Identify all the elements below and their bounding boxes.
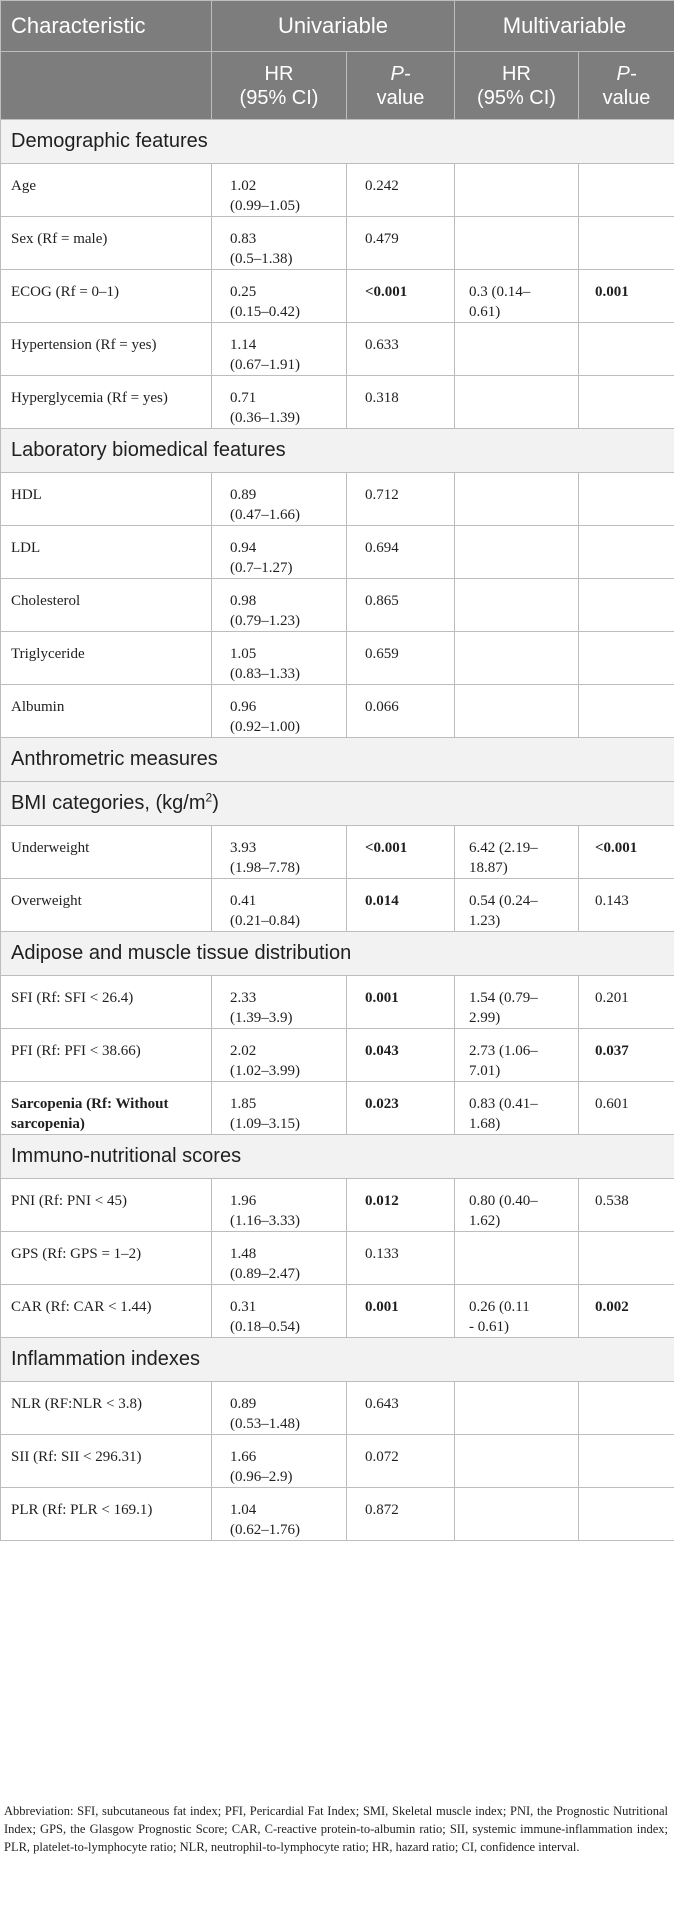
header-row-groups bbox=[1, 1, 674, 52]
hr-line: 0.89 bbox=[230, 487, 257, 503]
hr-line: 0.89 bbox=[230, 1396, 257, 1412]
hr-line: 0.25 bbox=[230, 284, 257, 300]
multivariable-hr-cell bbox=[455, 632, 579, 685]
univariable-p-cell: 0.133 bbox=[347, 1232, 455, 1285]
value-label: value bbox=[602, 86, 651, 109]
characteristic-cell: Sarcopenia (Rf: Without sarcopenia) bbox=[1, 1082, 212, 1135]
hr-line: 1.96 bbox=[230, 1193, 257, 1209]
univariable-p-cell: 0.066 bbox=[347, 685, 455, 738]
table-row bbox=[1, 1488, 674, 1541]
multivariable-p-cell: <0.001 bbox=[579, 826, 674, 879]
hr-line: (1.16–3.33) bbox=[230, 1213, 300, 1229]
hr-line: 1.14 bbox=[230, 337, 257, 353]
multivariable-hr-cell bbox=[455, 1082, 579, 1135]
table-row bbox=[1, 1029, 674, 1082]
hr-line: (0.7–1.27) bbox=[230, 560, 293, 576]
characteristic-cell: Hyperglycemia (Rf = yes) bbox=[1, 376, 212, 429]
multivariable-p-cell bbox=[579, 217, 674, 270]
hr-line: (1.02–3.99) bbox=[230, 1063, 300, 1079]
hr-line: 0.80 (0.40– bbox=[469, 1193, 538, 1209]
table-row bbox=[1, 685, 674, 738]
univariable-p-cell: 0.014 bbox=[347, 879, 455, 932]
hr-line: 1.04 bbox=[230, 1502, 257, 1518]
univariable-p-cell: 0.865 bbox=[347, 579, 455, 632]
multivariable-hr-cell bbox=[455, 323, 579, 376]
table-row bbox=[1, 376, 674, 429]
multivariable-hr-cell bbox=[455, 976, 579, 1029]
hr-line: (1.09–3.15) bbox=[230, 1116, 300, 1132]
univariable-p-cell: 0.659 bbox=[347, 632, 455, 685]
multivariable-hr-cell bbox=[455, 1232, 579, 1285]
univariable-hr-cell bbox=[212, 632, 347, 685]
header-row-columns bbox=[1, 52, 674, 120]
section-title-text: Inflammation indexes bbox=[11, 1348, 200, 1370]
hr-line: 0.31 bbox=[230, 1299, 257, 1315]
hr-line: 0.26 (0.11 bbox=[469, 1299, 530, 1315]
multivariable-hr-cell bbox=[455, 685, 579, 738]
hr-line: (0.47–1.66) bbox=[230, 507, 300, 523]
univariable-hr-cell bbox=[212, 1029, 347, 1082]
univariable-hr-cell bbox=[212, 270, 347, 323]
characteristic-cell: Sex (Rf = male) bbox=[1, 217, 212, 270]
hr-line: 1.66 bbox=[230, 1449, 257, 1465]
hr-line: (1.98–7.78) bbox=[230, 860, 300, 876]
univariable-hr-cell bbox=[212, 376, 347, 429]
univariable-hr-cell bbox=[212, 164, 347, 217]
hr-line: (0.36–1.39) bbox=[230, 410, 300, 426]
hr-line: 2.99) bbox=[469, 1010, 501, 1026]
univariable-p-cell: 0.242 bbox=[347, 164, 455, 217]
section-header-row bbox=[1, 738, 674, 782]
multivariable-p-cell: 0.002 bbox=[579, 1285, 674, 1338]
characteristic-cell: PFI (Rf: PFI < 38.66) bbox=[1, 1029, 212, 1082]
multivariable-header: Multivariable bbox=[455, 1, 674, 52]
multivariable-p-cell bbox=[579, 473, 674, 526]
multivariable-hr-cell bbox=[455, 473, 579, 526]
univariable-p-cell: 0.633 bbox=[347, 323, 455, 376]
multivariable-p-cell: 0.001 bbox=[579, 270, 674, 323]
table-row bbox=[1, 1082, 674, 1135]
multivariable-p-cell: 0.201 bbox=[579, 976, 674, 1029]
univariable-hr-cell bbox=[212, 1082, 347, 1135]
multivariable-p-cell bbox=[579, 1382, 674, 1435]
univariable-p-cell: 0.872 bbox=[347, 1488, 455, 1541]
hr-line: (0.15–0.42) bbox=[230, 304, 300, 320]
characteristic-cell: HDL bbox=[1, 473, 212, 526]
table-row bbox=[1, 1435, 674, 1488]
value-label: value bbox=[376, 86, 425, 109]
p-label: P- bbox=[616, 62, 637, 85]
hr-line: 2.02 bbox=[230, 1043, 257, 1059]
table-row bbox=[1, 879, 674, 932]
hr-line: (0.62–1.76) bbox=[230, 1522, 300, 1538]
table-row bbox=[1, 579, 674, 632]
characteristic-cell: GPS (Rf: GPS = 1–2) bbox=[1, 1232, 212, 1285]
multivariable-p-cell bbox=[579, 685, 674, 738]
univariable-hr-cell bbox=[212, 826, 347, 879]
section-header-row bbox=[1, 1135, 674, 1179]
multivariable-p-cell bbox=[579, 526, 674, 579]
hr-line: (0.89–2.47) bbox=[230, 1266, 300, 1282]
multivariable-hr-cell bbox=[455, 1029, 579, 1082]
multivariable-hr-cell bbox=[455, 579, 579, 632]
ci-label: (95% CI) bbox=[477, 86, 556, 109]
multi-p-header bbox=[579, 52, 674, 120]
hr-line: (1.39–3.9) bbox=[230, 1010, 293, 1026]
hr-line: (0.99–1.05) bbox=[230, 198, 300, 214]
univariable-hr-cell bbox=[212, 473, 347, 526]
section-title-text: Adipose and muscle tissue distribution bbox=[11, 942, 352, 964]
multivariable-hr-cell bbox=[455, 526, 579, 579]
univariable-p-cell: 0.001 bbox=[347, 1285, 455, 1338]
characteristic-cell: Cholesterol bbox=[1, 579, 212, 632]
table-row bbox=[1, 1382, 674, 1435]
characteristic-cell: CAR (Rf: CAR < 1.44) bbox=[1, 1285, 212, 1338]
hr-line: 2.73 (1.06– bbox=[469, 1043, 538, 1059]
multivariable-p-cell bbox=[579, 579, 674, 632]
hr-line: 0.98 bbox=[230, 593, 257, 609]
multivariable-hr-cell bbox=[455, 376, 579, 429]
hr-line: 0.96 bbox=[230, 699, 257, 715]
univariable-p-cell: 0.043 bbox=[347, 1029, 455, 1082]
characteristic-cell: Hypertension (Rf = yes) bbox=[1, 323, 212, 376]
multivariable-hr-cell bbox=[455, 1285, 579, 1338]
characteristic-cell: Underweight bbox=[1, 826, 212, 879]
characteristic-cell: LDL bbox=[1, 526, 212, 579]
multivariable-p-cell bbox=[579, 376, 674, 429]
univariable-p-cell: 0.694 bbox=[347, 526, 455, 579]
hr-line: (0.79–1.23) bbox=[230, 613, 300, 629]
hr-line: 1.02 bbox=[230, 178, 257, 194]
table-row bbox=[1, 323, 674, 376]
hr-label: HR bbox=[502, 62, 531, 85]
univariable-p-cell: <0.001 bbox=[347, 270, 455, 323]
hr-line: 7.01) bbox=[469, 1063, 501, 1079]
multivariable-hr-cell bbox=[455, 164, 579, 217]
table-row bbox=[1, 826, 674, 879]
hr-line: 18.87) bbox=[469, 860, 508, 876]
table-row bbox=[1, 270, 674, 323]
section-header-row bbox=[1, 120, 674, 164]
characteristic-cell: ECOG (Rf = 0–1) bbox=[1, 270, 212, 323]
table-row bbox=[1, 164, 674, 217]
multivariable-p-cell bbox=[579, 632, 674, 685]
multivariable-hr-cell bbox=[455, 1382, 579, 1435]
hr-line: 1.62) bbox=[469, 1213, 501, 1229]
hr-line: 0.83 bbox=[230, 231, 257, 247]
univariable-p-cell: 0.318 bbox=[347, 376, 455, 429]
hr-line: 1.48 bbox=[230, 1246, 257, 1262]
univariable-p-cell: 0.643 bbox=[347, 1382, 455, 1435]
hr-line: 1.85 bbox=[230, 1096, 257, 1112]
hr-line: (0.53–1.48) bbox=[230, 1416, 300, 1432]
hr-line: 2.33 bbox=[230, 990, 257, 1006]
hr-line: 1.05 bbox=[230, 646, 257, 662]
characteristic-cell: PLR (Rf: PLR < 169.1) bbox=[1, 1488, 212, 1541]
table-row bbox=[1, 1232, 674, 1285]
hr-line: (0.96–2.9) bbox=[230, 1469, 293, 1485]
multivariable-p-cell: 0.538 bbox=[579, 1179, 674, 1232]
multi-hr-header bbox=[455, 52, 579, 120]
hr-line: 6.42 (2.19– bbox=[469, 840, 538, 856]
section-title bbox=[1, 120, 674, 164]
section-title-text: Laboratory biomedical features bbox=[11, 439, 286, 461]
section-title-text: Immuno-nutritional scores bbox=[11, 1145, 242, 1167]
univariable-hr-cell bbox=[212, 879, 347, 932]
univariable-hr-cell bbox=[212, 1232, 347, 1285]
section-title bbox=[1, 429, 674, 473]
univariable-p-cell: <0.001 bbox=[347, 826, 455, 879]
multivariable-hr-cell bbox=[455, 217, 579, 270]
section-header-row bbox=[1, 932, 674, 976]
hr-line: 0.71 bbox=[230, 390, 257, 406]
univariable-hr-cell bbox=[212, 1382, 347, 1435]
table-row bbox=[1, 632, 674, 685]
hr-line: 0.94 bbox=[230, 540, 257, 556]
hr-line: (0.21–0.84) bbox=[230, 913, 300, 929]
section-title bbox=[1, 738, 674, 782]
multivariable-hr-cell bbox=[455, 270, 579, 323]
univariable-header: Univariable bbox=[212, 1, 455, 52]
table-row bbox=[1, 526, 674, 579]
section-title bbox=[1, 782, 674, 826]
multivariable-p-cell bbox=[579, 164, 674, 217]
hr-line: (0.83–1.33) bbox=[230, 666, 300, 682]
section-title bbox=[1, 1135, 674, 1179]
characteristic-cell: Age bbox=[1, 164, 212, 217]
univariable-p-cell: 0.072 bbox=[347, 1435, 455, 1488]
univariable-hr-cell bbox=[212, 526, 347, 579]
univariable-p-cell: 0.012 bbox=[347, 1179, 455, 1232]
multivariable-hr-cell bbox=[455, 879, 579, 932]
univariable-p-cell: 0.479 bbox=[347, 217, 455, 270]
hr-line: 1.68) bbox=[469, 1116, 501, 1132]
hr-line: 0.83 (0.41– bbox=[469, 1096, 538, 1112]
characteristic-cell: Triglyceride bbox=[1, 632, 212, 685]
multivariable-hr-cell bbox=[455, 1435, 579, 1488]
univariable-p-cell: 0.712 bbox=[347, 473, 455, 526]
hr-line: (0.67–1.91) bbox=[230, 357, 300, 373]
section-title-suffix: ) bbox=[212, 792, 219, 814]
multivariable-hr-cell bbox=[455, 1179, 579, 1232]
hr-line: (0.18–0.54) bbox=[230, 1319, 300, 1335]
section-title-text: Anthrometric measures bbox=[11, 748, 218, 770]
section-title-superscript: 2 bbox=[205, 790, 213, 805]
multivariable-p-cell bbox=[579, 1488, 674, 1541]
hr-line: 1.23) bbox=[469, 913, 501, 929]
univariable-hr-cell bbox=[212, 323, 347, 376]
hr-label: HR bbox=[264, 62, 294, 85]
table-row bbox=[1, 1285, 674, 1338]
table-row bbox=[1, 473, 674, 526]
section-title-text: Demographic features bbox=[11, 130, 208, 152]
characteristic-cell: PNI (Rf: PNI < 45) bbox=[1, 1179, 212, 1232]
multivariable-hr-cell bbox=[455, 826, 579, 879]
table-row bbox=[1, 976, 674, 1029]
characteristic-cell: SII (Rf: SII < 296.31) bbox=[1, 1435, 212, 1488]
characteristic-cell: Overweight bbox=[1, 879, 212, 932]
header-blank-cell bbox=[1, 52, 212, 120]
multivariable-p-cell: 0.601 bbox=[579, 1082, 674, 1135]
univariable-hr-cell bbox=[212, 1285, 347, 1338]
univariable-hr-cell bbox=[212, 1179, 347, 1232]
uni-p-header bbox=[347, 52, 455, 120]
univariable-p-cell: 0.023 bbox=[347, 1082, 455, 1135]
characteristic-cell: NLR (RF:NLR < 3.8) bbox=[1, 1382, 212, 1435]
hr-line: (0.92–1.00) bbox=[230, 719, 300, 735]
footnote: Abbreviation: SFI, subcutaneous fat index; PFI, Pericardial Fat Index; SMI, Skeletal muscle index; PNI, the Prognostic Nutritional Index; GPS, the Glasgow Prognostic Score; CAR, C-reactive protein-to-albumin ratio; SII, systemic immune-inflammation index; PLR, platelet-to-lymphocyte ratio; NLR, neutrophil-to-lymphocyte ratio; HR, hazard ratio; CI, confidence interval. bbox=[4, 1804, 668, 1854]
univariable-hr-cell bbox=[212, 579, 347, 632]
hr-line: 0.54 (0.24– bbox=[469, 893, 538, 909]
characteristic-header: Characteristic bbox=[1, 1, 212, 52]
univariable-hr-cell bbox=[212, 1435, 347, 1488]
section-header-row bbox=[1, 782, 674, 826]
section-header-row bbox=[1, 429, 674, 473]
univariable-p-cell: 0.001 bbox=[347, 976, 455, 1029]
uni-hr-header bbox=[212, 52, 347, 120]
hr-line: (0.5–1.38) bbox=[230, 251, 293, 267]
table-body bbox=[1, 1, 674, 1541]
hr-line: 3.93 bbox=[230, 840, 257, 856]
multivariable-p-cell: 0.143 bbox=[579, 879, 674, 932]
hr-line: 0.3 (0.14– bbox=[469, 284, 531, 300]
multivariable-p-cell bbox=[579, 1435, 674, 1488]
univariable-hr-cell bbox=[212, 1488, 347, 1541]
hr-line: 0.61) bbox=[469, 304, 501, 320]
ci-label: (95% CI) bbox=[239, 86, 319, 109]
univariable-hr-cell bbox=[212, 685, 347, 738]
section-title bbox=[1, 932, 674, 976]
hr-line: - 0.61) bbox=[469, 1319, 509, 1335]
multivariable-p-cell bbox=[579, 323, 674, 376]
section-header-row bbox=[1, 1338, 674, 1382]
table-row bbox=[1, 1179, 674, 1232]
table-row bbox=[1, 217, 674, 270]
multivariable-hr-cell bbox=[455, 1488, 579, 1541]
multivariable-p-cell: 0.037 bbox=[579, 1029, 674, 1082]
multivariable-p-cell bbox=[579, 1232, 674, 1285]
characteristic-cell: Albumin bbox=[1, 685, 212, 738]
univariable-hr-cell bbox=[212, 976, 347, 1029]
univariable-hr-cell bbox=[212, 217, 347, 270]
characteristic-cell: SFI (Rf: SFI < 26.4) bbox=[1, 976, 212, 1029]
section-title-text: BMI categories, (kg/m bbox=[11, 792, 206, 814]
section-title bbox=[1, 1338, 674, 1382]
hr-line: 1.54 (0.79– bbox=[469, 990, 538, 1006]
p-label: P- bbox=[390, 62, 411, 85]
hr-line: 0.41 bbox=[230, 893, 257, 909]
